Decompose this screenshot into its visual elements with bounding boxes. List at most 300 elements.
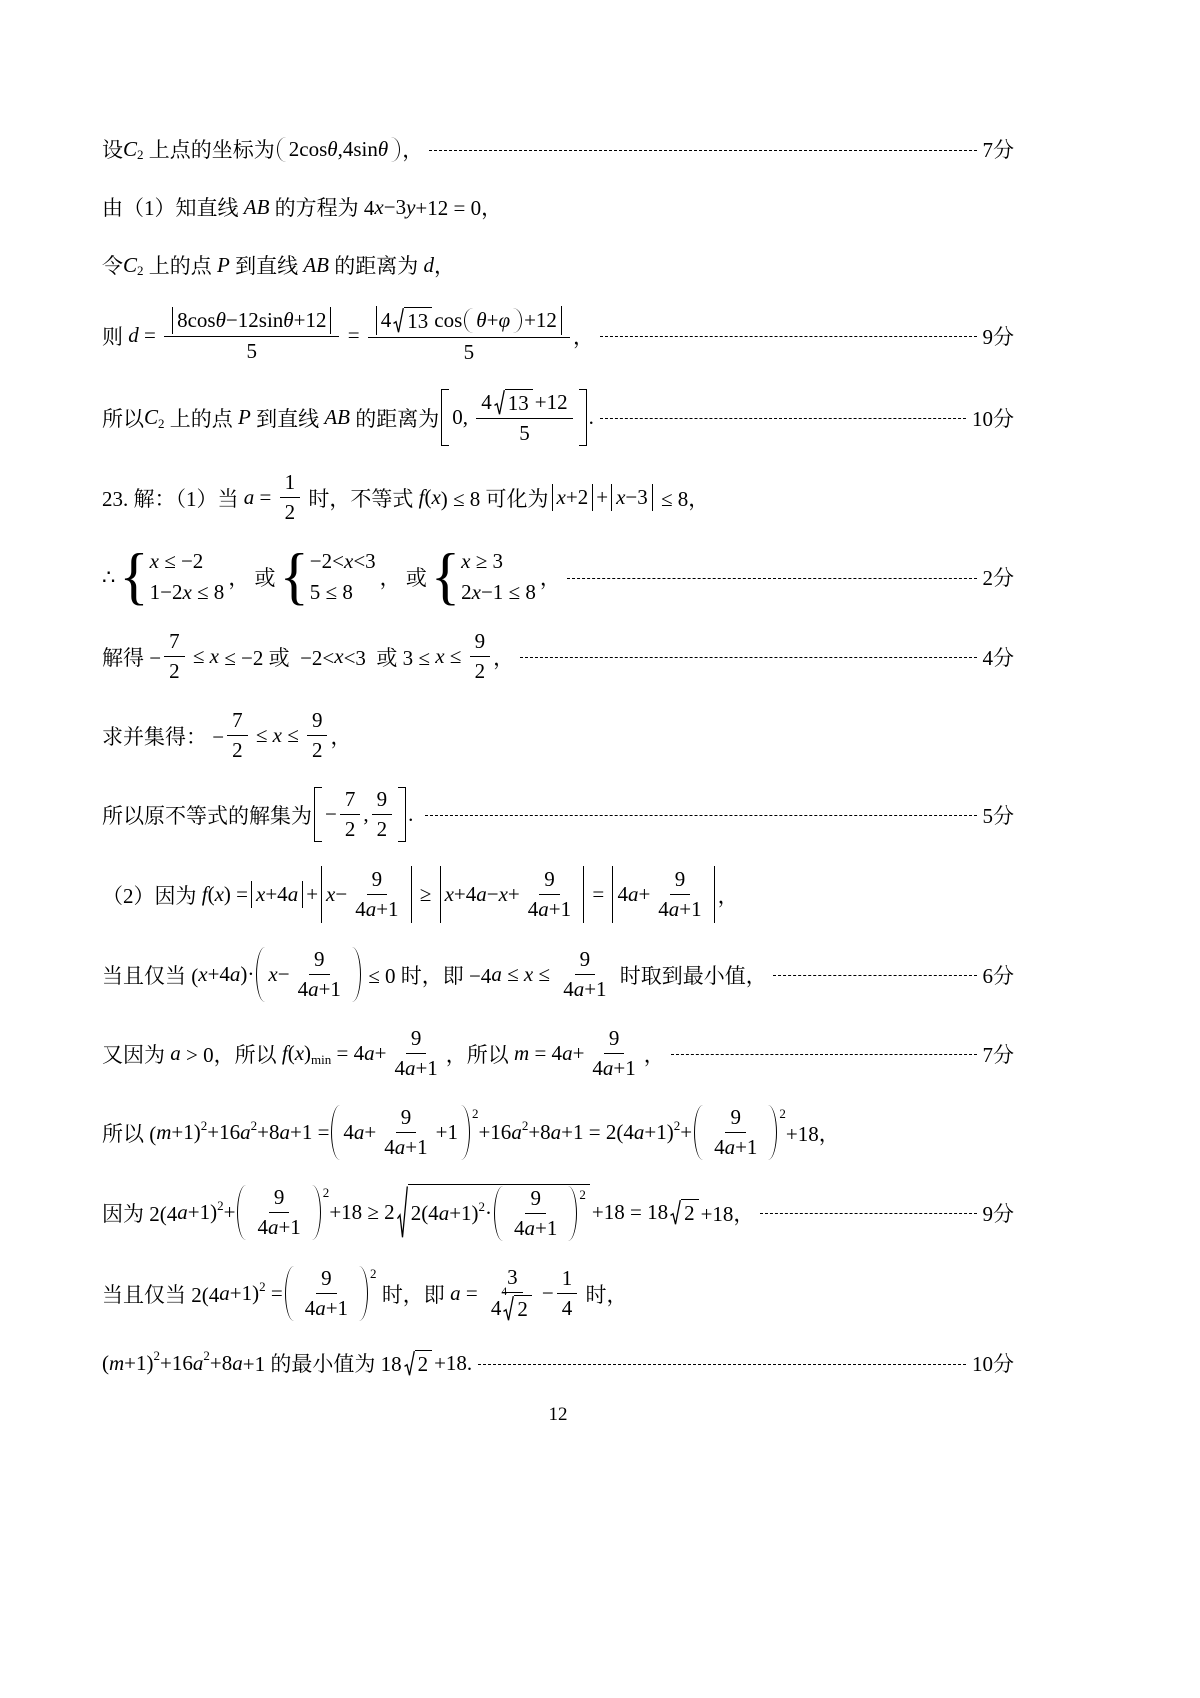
text-run: 4: [257, 1215, 268, 1239]
fraction: [470, 629, 491, 684]
page-number: 12: [548, 1404, 568, 1425]
denominator: [164, 657, 185, 684]
fraction: [389, 1026, 442, 1081]
text-run: +4: [265, 882, 288, 906]
text-run: 2: [461, 580, 472, 604]
text-run: 则: [102, 324, 129, 349]
left-delimiter: [464, 308, 473, 333]
text-run: +4: [453, 882, 477, 906]
text-run: =: [265, 1281, 283, 1305]
bracket-group: [331, 1105, 470, 1160]
math-line: [102, 540, 1014, 612]
text-run: 9: [311, 708, 323, 732]
math-variable: φ: [498, 308, 511, 332]
left-delimiter: [314, 787, 322, 842]
case-row: [150, 580, 225, 605]
numerator: [470, 629, 491, 657]
text-run: +1): [644, 1120, 674, 1144]
text-run: 2分: [982, 566, 1014, 590]
radical: [501, 1286, 532, 1322]
numerator: [539, 867, 560, 895]
bracket-content: [503, 1186, 568, 1241]
text-run: +1 的最小值为 18: [242, 1352, 402, 1376]
text-run: （2）因为: [102, 883, 202, 908]
text-run: −12sin: [225, 308, 284, 332]
superscript: 2: [200, 1117, 208, 1133]
fraction: [252, 1185, 305, 1240]
math-variable: a: [602, 1056, 614, 1080]
numerator: [604, 1026, 625, 1054]
text-run: ≥ 3: [470, 549, 503, 573]
denominator: [587, 1054, 640, 1081]
text-run: 2(4: [410, 1201, 439, 1225]
text-run: 13: [507, 391, 529, 415]
text-run: 4: [592, 1056, 603, 1080]
math-variable: a: [365, 897, 377, 921]
fraction: [379, 1105, 432, 1160]
text-run: ，: [539, 566, 561, 590]
bracket-content: [703, 1105, 768, 1160]
text-run: .: [588, 405, 594, 429]
text-run: +: [507, 882, 520, 906]
math-line: [102, 866, 1014, 923]
text-run: = 4: [529, 1041, 563, 1065]
math-variable: a: [364, 1041, 375, 1065]
text-run: +1 = 2(4: [561, 1120, 634, 1144]
text-run: 2: [169, 659, 180, 683]
text-run: −1 ≤ 8: [480, 580, 536, 604]
text-run: −: [325, 802, 337, 826]
text-run: 8cos: [177, 308, 216, 332]
text-run: 9: [371, 867, 383, 891]
math-variable: a: [511, 1120, 522, 1144]
text-run: +1: [535, 1216, 558, 1240]
fraction: [293, 947, 346, 1002]
text-run: 9: [400, 1105, 412, 1129]
math-variable: P: [217, 252, 230, 277]
text-run: 4: [297, 977, 309, 1001]
superscript: 2: [478, 1198, 486, 1214]
math-variable: a: [538, 897, 549, 921]
text-run: 所以原不等式的解集为: [102, 803, 312, 828]
text-run: <3: [353, 549, 376, 573]
math-variable: a: [573, 977, 585, 1001]
text-run: ): [304, 1041, 312, 1065]
right-delimiter: [768, 1105, 777, 1160]
text-run: 上的点: [164, 406, 239, 431]
text-run: +16: [207, 1120, 241, 1144]
text-run: 9: [730, 1105, 741, 1129]
dotted-leader: [671, 1054, 977, 1055]
math-variable: m: [156, 1120, 172, 1144]
bracket-group: [494, 1186, 577, 1241]
math-variable: a: [192, 1350, 204, 1375]
text-run: <3 或 3 ≤: [343, 645, 436, 670]
math-variable: a: [267, 1215, 279, 1239]
math-variable: x: [374, 194, 384, 219]
text-run: 10分: [972, 406, 1014, 431]
case-rows: [310, 549, 376, 605]
denominator: [227, 736, 248, 763]
fraction: [307, 708, 328, 763]
dotted-leader: [429, 150, 976, 151]
text-run: 5: [519, 421, 530, 445]
text-run: 设: [102, 138, 123, 162]
math-variable: C: [123, 136, 138, 161]
superscript: 2: [259, 1278, 266, 1294]
math-line: [102, 190, 1014, 224]
fraction: [509, 1186, 562, 1241]
math-variable: a: [627, 882, 639, 906]
text-run: 求并集得： −: [102, 724, 225, 749]
radical: [404, 1350, 433, 1377]
text-run: .: [408, 802, 419, 826]
math-variable: a: [353, 1120, 365, 1144]
math-variable: x: [343, 549, 354, 573]
superscript: 2: [322, 1185, 330, 1200]
text-run: −: [335, 882, 348, 906]
math-variable: a: [524, 1216, 536, 1240]
text-run: −3: [383, 194, 407, 219]
text-run: 4: [490, 1296, 502, 1320]
text-run: +1: [679, 897, 702, 921]
numerator: [367, 867, 388, 895]
bracket-content: [265, 947, 352, 1002]
text-run: 4: [658, 897, 669, 921]
text-run: 又因为: [102, 1042, 171, 1067]
text-run: =: [138, 323, 162, 347]
math-variable: a: [177, 1200, 188, 1224]
right-delimiter: [398, 787, 406, 842]
text-run: 2: [684, 1201, 695, 1225]
numerator: [164, 629, 185, 657]
bracket-group: [694, 1105, 777, 1160]
superscript: 2: [370, 1266, 377, 1281]
bracket-content: [449, 389, 578, 446]
superscript: 2: [673, 1117, 681, 1133]
text-run: 当且仅当 (: [102, 963, 199, 988]
math-variable: a: [240, 1120, 251, 1144]
radical: [393, 307, 432, 334]
dotted-leader: [478, 1364, 966, 1365]
math-variable: a: [287, 882, 299, 906]
bracket-content: [322, 787, 398, 842]
text-run: 时，不等式: [303, 486, 419, 511]
text-run: +1): [187, 1200, 218, 1224]
text-run: +1: [325, 1296, 349, 1320]
text-run: 到直线: [250, 406, 325, 431]
numerator: [316, 1266, 337, 1294]
radicand: [415, 1350, 433, 1377]
left-brace-icon: {: [279, 540, 309, 612]
subscript: 2: [137, 262, 144, 278]
denominator: [558, 975, 611, 1002]
superscript: 2: [153, 1347, 161, 1363]
bracket-group: [441, 389, 586, 446]
denominator: [653, 895, 706, 922]
absolute-value: [251, 881, 303, 908]
subscript: min: [311, 1051, 332, 1067]
math-variable: a: [229, 962, 241, 986]
text-run: −2<: [309, 549, 344, 573]
math-variable: x: [272, 723, 282, 747]
math-variable: d: [423, 252, 435, 277]
text-run: ) =: [223, 882, 249, 906]
math-variable: a: [438, 1201, 450, 1225]
text-run: ,: [363, 802, 369, 826]
text-run: +: [223, 1200, 236, 1224]
bracket-group: [277, 137, 400, 162]
fraction: [280, 470, 301, 525]
right-delimiter: [352, 947, 361, 1002]
math-line: [102, 1265, 1014, 1322]
text-run: 4: [527, 897, 539, 921]
math-variable: P: [238, 405, 251, 429]
superscript: 2: [471, 1106, 479, 1121]
text-run: ,4sin: [337, 136, 378, 161]
text-run: +1: [584, 977, 607, 1001]
math-variable: C: [123, 252, 138, 277]
math-variable: a: [394, 1135, 406, 1159]
text-run: ≤: [250, 723, 273, 747]
radical-sign-icon: [503, 1295, 514, 1322]
text-run: 的距离为: [350, 406, 440, 431]
text-run: ，: [434, 254, 456, 278]
dotted-leader: [567, 578, 977, 579]
text-run: +1): [124, 1350, 154, 1375]
text-run: ，: [717, 883, 739, 908]
denominator: [293, 975, 346, 1002]
math-variable: x: [444, 882, 454, 906]
radical-sign-icon: [404, 1350, 415, 1377]
math-line: [102, 1105, 1014, 1160]
text-run: 5: [246, 339, 258, 363]
text-run: ≤: [444, 644, 467, 668]
text-run: (: [287, 1041, 295, 1065]
right-delimiter: [579, 389, 587, 446]
case-row: [310, 549, 376, 574]
text-run: +: [486, 308, 499, 332]
text-run: +16: [478, 1120, 512, 1144]
text-run: 时，即: [376, 1282, 451, 1307]
text-run: +: [572, 1041, 585, 1065]
text-run: 2: [284, 500, 296, 524]
math-variable: x: [523, 962, 534, 986]
math-variable: a: [450, 1281, 461, 1305]
text-run: 4: [384, 1135, 395, 1159]
denominator: [459, 338, 480, 365]
text-run: +: [596, 485, 609, 509]
text-run: 2: [417, 1351, 429, 1376]
math-line: [102, 1346, 1014, 1380]
text-run: 7分: [982, 138, 1014, 162]
text-run: +8: [257, 1120, 280, 1144]
dotted-leader: [773, 975, 977, 976]
math-line: [102, 1026, 1014, 1081]
right-delimiter: [513, 308, 522, 333]
text-run: 10分: [972, 1352, 1014, 1376]
text-run: 5: [463, 340, 475, 364]
numerator: [396, 1105, 417, 1133]
text-run: 9: [410, 1026, 422, 1050]
text-run: 时取到最小值，: [614, 963, 767, 988]
text-run: 7: [344, 787, 356, 811]
cases-group: [279, 540, 376, 612]
bracket-group: [464, 308, 522, 333]
denominator: [350, 895, 403, 922]
text-run: 3: [507, 1265, 518, 1289]
radical-sign-icon: [494, 389, 505, 416]
fraction: [558, 947, 611, 1002]
case-row: [310, 580, 376, 605]
text-run: 4: [481, 390, 492, 414]
math-variable: a: [550, 1120, 562, 1144]
denominator: [252, 1213, 305, 1240]
math-variable: x: [149, 549, 159, 573]
math-variable: a: [315, 1296, 326, 1320]
text-run: =: [254, 485, 277, 509]
text-run: 9: [314, 947, 325, 971]
text-run: −3: [625, 485, 648, 509]
text-run: +18，: [700, 1201, 755, 1226]
text-run: 所以: [102, 406, 144, 431]
denominator: [557, 1294, 578, 1321]
math-variable: x: [435, 644, 445, 668]
text-run: +12 = 0，: [415, 196, 503, 220]
math-variable: x: [334, 644, 344, 668]
fraction: [164, 629, 185, 684]
denominator: [379, 1133, 432, 1160]
left-delimiter: [331, 1105, 340, 1160]
text-run: 2: [517, 1297, 528, 1321]
text-run: +18.: [434, 1350, 473, 1375]
denominator: [514, 419, 535, 446]
text-run: 4: [514, 1216, 525, 1240]
math-variable: θ: [327, 136, 338, 161]
fraction: [350, 867, 403, 922]
numerator: [227, 708, 248, 736]
text-run: ≤ 8: [191, 580, 225, 604]
fraction: [557, 1266, 578, 1321]
math-variable: x: [556, 485, 566, 509]
text-run: 9: [608, 1026, 620, 1050]
math-variable: θ: [283, 308, 294, 332]
superscript: 2: [521, 1117, 529, 1133]
math-variable: x: [256, 882, 266, 906]
numerator: [476, 389, 572, 419]
text-run: 5分: [982, 803, 1014, 828]
text-run: 4: [343, 1120, 354, 1144]
text-run: 4: [617, 882, 628, 906]
bracket-group: [285, 1266, 368, 1321]
fraction: [368, 306, 570, 365]
text-run: +1): [171, 1120, 201, 1144]
text-run: ≤ −2: [158, 549, 204, 573]
math-variable: x: [209, 644, 219, 668]
text-run: +18，: [785, 1121, 840, 1146]
text-run: (: [207, 882, 215, 906]
left-delimiter: [694, 1105, 703, 1160]
left-delimiter: [494, 1186, 503, 1241]
right-delimiter: [391, 137, 400, 162]
math-variable: y: [406, 194, 416, 219]
text-run: +8: [528, 1120, 551, 1144]
fraction: [340, 787, 361, 842]
left-brace-icon: {: [119, 540, 149, 612]
math-line: [102, 389, 1014, 446]
text-run: 9分: [982, 1201, 1014, 1226]
text-run: (: [424, 485, 432, 509]
text-run: +1: [435, 1120, 458, 1144]
math-variable: a: [562, 1041, 573, 1065]
math-variable: d: [128, 323, 139, 347]
text-run: 由（1）知直线: [102, 196, 244, 220]
right-delimiter: [359, 1266, 368, 1321]
numerator: [725, 1105, 746, 1133]
math-variable: f: [201, 882, 208, 906]
text-run: +1: [405, 1135, 428, 1159]
radical-sign-icon: [397, 1184, 408, 1241]
text-run: ∴: [102, 564, 116, 589]
numerator: [525, 1186, 546, 1214]
text-run: 4: [304, 1296, 316, 1320]
denominator: [523, 895, 576, 922]
math-variable: x: [294, 1041, 305, 1065]
text-run: +: [374, 1041, 387, 1065]
text-run: +2: [565, 485, 589, 509]
root-index: 4: [501, 1286, 508, 1298]
text-run: 6分: [982, 963, 1014, 988]
math-variable: AB: [324, 405, 351, 429]
text-run: ，: [572, 324, 594, 349]
text-run: +: [680, 1120, 693, 1144]
denominator: [470, 657, 491, 684]
text-run: +1): [449, 1201, 479, 1225]
subscript: 2: [158, 415, 165, 431]
radical: [494, 389, 533, 416]
math-variable: a: [491, 962, 502, 986]
fraction: [476, 389, 572, 446]
math-variable: a: [243, 485, 255, 509]
math-variable: AB: [303, 252, 330, 277]
math-variable: a: [404, 1056, 416, 1080]
text-run: 1: [561, 1266, 573, 1290]
math-variable: a: [724, 1135, 736, 1159]
math-variable: θ: [476, 308, 487, 332]
text-run: 0,: [452, 405, 474, 429]
text-run: +12: [524, 308, 557, 332]
text-run: +18 ≥ 2: [329, 1200, 395, 1224]
denominator: [307, 736, 328, 763]
dotted-leader: [600, 336, 977, 337]
math-variable: f: [418, 485, 425, 509]
case-row: [150, 549, 225, 574]
math-line: [102, 787, 1014, 842]
numerator: [575, 947, 596, 975]
text-run: 2: [344, 817, 356, 841]
case-rows: [150, 549, 225, 605]
math-variable: a: [219, 1281, 230, 1305]
text-run: 9: [579, 947, 591, 971]
math-variable: m: [109, 1350, 125, 1375]
text-run: ·: [485, 1201, 493, 1225]
math-line: [102, 470, 1014, 525]
text-run: 9分: [982, 324, 1014, 349]
math-variable: x: [326, 882, 336, 906]
text-run: ，: [493, 645, 515, 670]
radicand: [681, 1199, 699, 1226]
math-variable: x: [431, 485, 441, 509]
